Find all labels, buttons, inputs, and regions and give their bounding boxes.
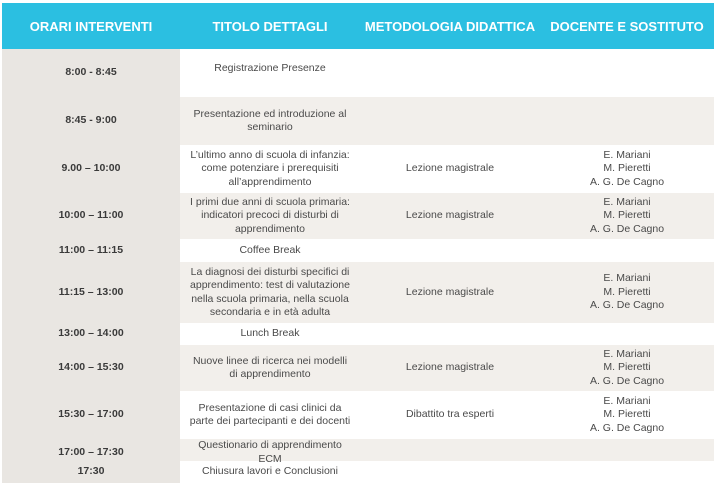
table-row bbox=[2, 391, 714, 439]
row-method bbox=[360, 461, 540, 483]
header-title: TITOLO DETTAGLI bbox=[212, 18, 328, 34]
row-method: Dibattito tra esperti bbox=[405, 408, 495, 421]
row-teachers bbox=[540, 391, 714, 439]
table-row bbox=[2, 193, 714, 239]
row-title: Presentazione ed introduzione al seminario bbox=[193, 107, 347, 133]
row-method bbox=[360, 97, 540, 145]
table-row bbox=[2, 49, 714, 97]
teacher-name: M. Pieretti bbox=[603, 209, 651, 222]
row-method: Lezione magistrale bbox=[405, 209, 495, 222]
teacher-name: A. G. De Cagno bbox=[589, 421, 665, 434]
table-row bbox=[2, 439, 714, 465]
row-time: 9.00 – 10:00 bbox=[2, 145, 180, 193]
schedule-table bbox=[2, 3, 714, 483]
row-teachers bbox=[540, 262, 714, 323]
table-row bbox=[2, 345, 714, 391]
table-row bbox=[2, 262, 714, 323]
row-title: L’ultimo anno di scuola di infanzia: come potenziare i prerequisiti all’apprendimento bbox=[190, 148, 350, 188]
teacher-name: E. Mariani bbox=[603, 272, 651, 285]
teacher-name: A. G. De Cagno bbox=[589, 299, 665, 312]
row-teachers bbox=[540, 461, 714, 483]
table-header bbox=[2, 3, 714, 49]
teacher-name: M. Pieretti bbox=[603, 162, 651, 175]
row-method: Lezione magistrale bbox=[405, 285, 495, 298]
row-time: 17:30 bbox=[2, 461, 180, 483]
row-method bbox=[360, 239, 540, 262]
row-teachers bbox=[540, 145, 714, 193]
row-teachers bbox=[540, 323, 714, 345]
row-teachers bbox=[540, 49, 714, 97]
table-row bbox=[2, 97, 714, 145]
row-time: 11:15 – 13:00 bbox=[2, 262, 180, 323]
header-method: METODOLOGIA DIDATTICA bbox=[364, 18, 536, 34]
teacher-name: E. Mariani bbox=[603, 195, 651, 208]
teacher-name: A. G. De Cagno bbox=[589, 222, 665, 235]
teacher-name: M. Pieretti bbox=[603, 361, 651, 374]
row-title: Lunch Break bbox=[240, 327, 300, 340]
teacher-name: E. Mariani bbox=[603, 148, 651, 161]
row-teachers bbox=[540, 345, 714, 391]
row-teachers bbox=[540, 239, 714, 262]
teacher-name: E. Mariani bbox=[603, 347, 651, 360]
row-time: 17:00 – 17:30 bbox=[2, 439, 180, 466]
row-title: Chiusura lavori e Conclusioni bbox=[202, 465, 338, 478]
table-row bbox=[2, 461, 714, 483]
row-time: 13:00 – 14:00 bbox=[2, 323, 180, 345]
row-time: 8:00 - 8:45 bbox=[2, 49, 180, 97]
row-time: 15:30 – 17:00 bbox=[2, 391, 180, 439]
table-row bbox=[2, 145, 714, 193]
teacher-name: A. G. De Cagno bbox=[589, 175, 665, 188]
row-method: Lezione magistrale bbox=[405, 162, 495, 175]
row-teachers bbox=[540, 97, 714, 145]
row-title: Presentazione di casi clinici da parte dei partecipanti e dei docenti bbox=[189, 401, 351, 427]
row-time: 8:45 - 9:00 bbox=[2, 97, 180, 145]
row-title: Questionario di apprendimento ECM bbox=[198, 439, 342, 465]
header-teacher: DOCENTE E SOSTITUTO bbox=[550, 18, 704, 34]
teacher-name: M. Pieretti bbox=[603, 285, 651, 298]
row-teachers bbox=[540, 193, 714, 239]
row-title: I primi due anni di scuola primaria: indicatori precoci di disturbi di apprendimento bbox=[190, 195, 350, 235]
row-time: 10:00 – 11:00 bbox=[2, 193, 180, 239]
teacher-name: E. Mariani bbox=[603, 394, 651, 407]
row-title: La diagnosi dei disturbi specifici di apprendimento: test di valutazione nella scuola primaria, nella scuola secondaria e in età adulta bbox=[190, 265, 350, 318]
teacher-name: A. G. De Cagno bbox=[589, 374, 665, 387]
header-time: ORARI INTERVENTI bbox=[29, 18, 153, 34]
row-title: Nuove linee di ricerca nei modelli di apprendimento bbox=[192, 354, 348, 380]
row-method bbox=[360, 323, 540, 345]
row-title: Registrazione Presenze bbox=[214, 62, 326, 74]
row-title: Coffee Break bbox=[239, 243, 301, 256]
row-time: 11:00 – 11:15 bbox=[2, 239, 180, 262]
row-time: 14:00 – 15:30 bbox=[2, 345, 180, 391]
table-row bbox=[2, 323, 714, 345]
row-method: Lezione magistrale bbox=[405, 361, 495, 374]
row-method bbox=[360, 49, 540, 97]
teacher-name: M. Pieretti bbox=[603, 408, 651, 421]
table-row bbox=[2, 239, 714, 262]
